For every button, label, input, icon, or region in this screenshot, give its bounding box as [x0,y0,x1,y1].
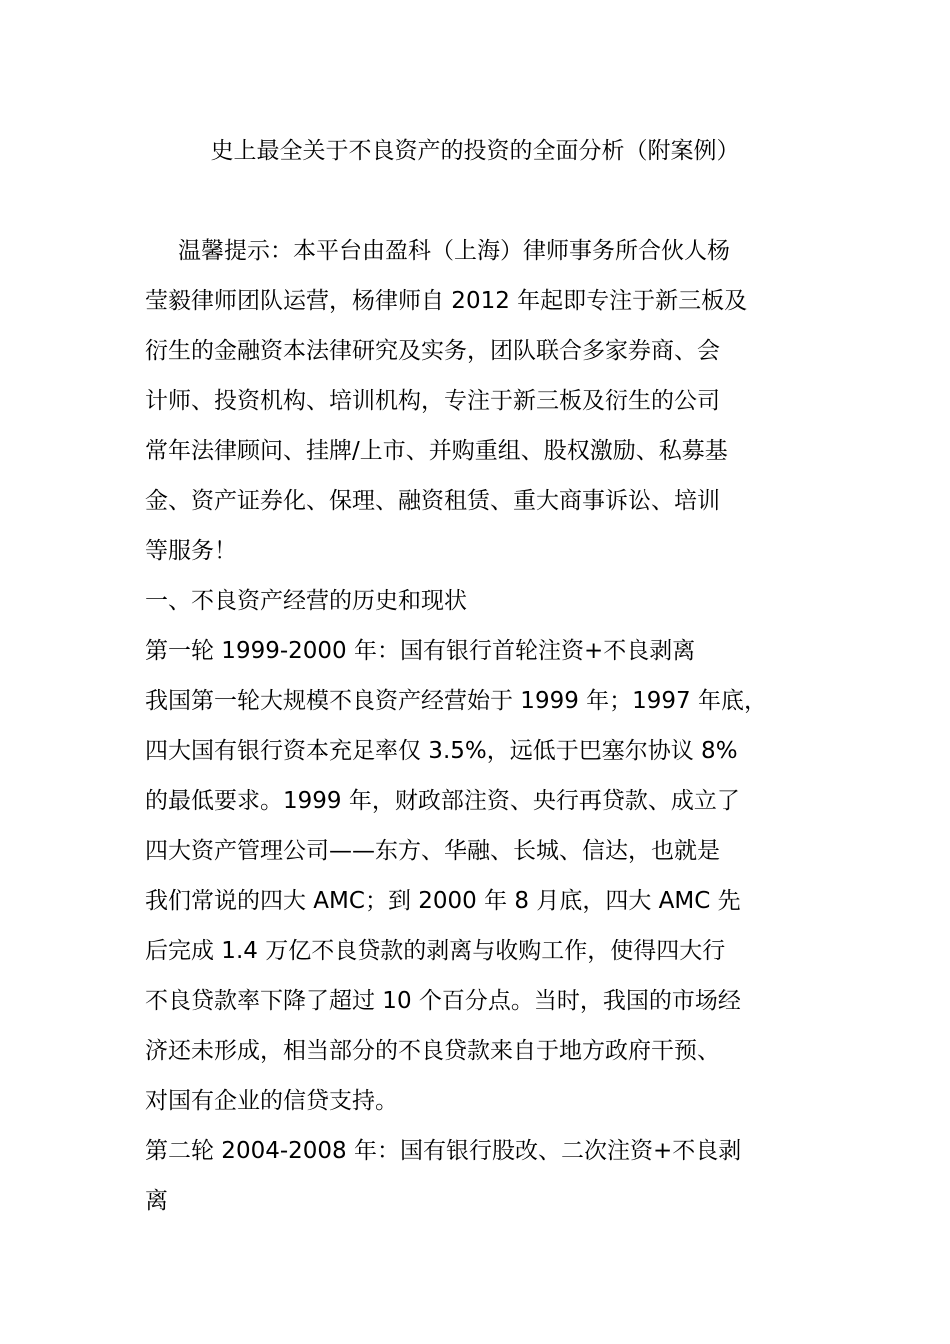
section-heading: 一、不良资产经营的历史和现状 [145,588,467,614]
paragraph-line: 等服务！ [145,538,237,564]
paragraph-line: 不良贷款率下降了超过 10 个百分点。当时，我国的市场经 [145,988,741,1014]
paragraph-line: 莹毅律师团队运营，杨律师自 2012 年起即专注于新三板及 [145,288,748,314]
subsection-heading: 第一轮 1999-2000 年：国有银行首轮注资+不良剥离 [145,638,696,664]
paragraph-line: 四大国有银行资本充足率仅 3.5%，远低于巴塞尔协议 8% [145,738,738,764]
paragraph-line: 的最低要求。1999 年，财政部注资、央行再贷款、成立了 [145,788,740,814]
paragraph-line: 常年法律顾问、挂牌/上市、并购重组、股权激励、私募基 [145,438,728,464]
paragraph-line: 四大资产管理公司——东方、华融、长城、信达，也就是 [145,838,720,864]
paragraph-line: 金、资产证券化、保理、融资租赁、重大商事诉讼、培训 [145,488,720,514]
paragraph-line: 我国第一轮大规模不良资产经营始于 1999 年；1997 年底， [145,688,767,714]
paragraph-line: 后完成 1.4 万亿不良贷款的剥离与收购工作，使得四大行 [145,938,726,964]
document-title: 史上最全关于不良资产的投资的全面分析（附案例） [210,138,740,164]
subsection-heading: 离 [145,1188,168,1214]
paragraph-line: 济还未形成，相当部分的不良贷款来自于地方政府干预、 [145,1038,720,1064]
paragraph-line: 对国有企业的信贷支持。 [145,1088,398,1114]
subsection-heading: 第二轮 2004-2008 年：国有银行股改、二次注资+不良剥 [145,1138,742,1164]
paragraph-line: 我们常说的四大 AMC；到 2000 年 8 月底，四大 AMC 先 [145,888,741,914]
paragraph-line: 衍生的金融资本法律研究及实务，团队联合多家券商、会 [145,338,720,364]
paragraph-line: 计师、投资机构、培训机构，专注于新三板及衍生的公司 [145,388,720,414]
paragraph-line: 温馨提示：本平台由盈科（上海）律师事务所合伙人杨 [178,238,730,264]
